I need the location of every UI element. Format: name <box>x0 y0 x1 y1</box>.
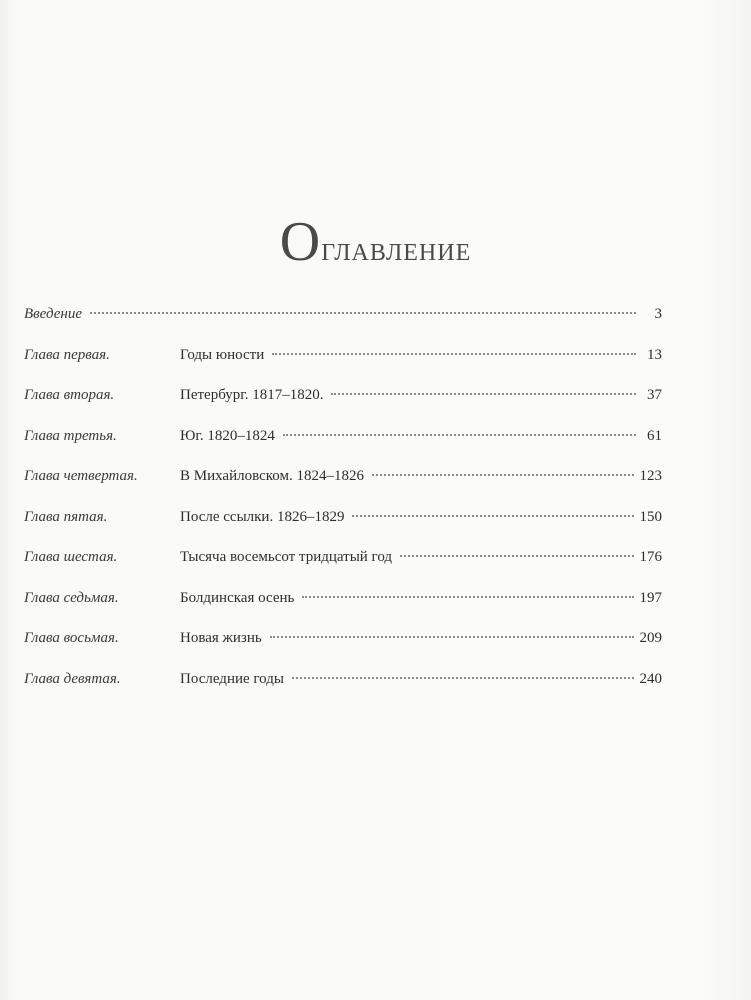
toc-entry-chapter-3 <box>24 428 662 469</box>
toc-chapter-label: Глава седьмая. <box>24 589 119 606</box>
toc-entry-chapter-8 <box>24 630 662 671</box>
toc-page-number: 240 <box>639 670 662 687</box>
toc-entry-chapter-1 <box>24 347 662 388</box>
toc-chapter-label: Введение <box>24 306 82 322</box>
toc-chapter-title: Новая жизнь <box>180 630 262 646</box>
toc-chapter-label: Глава восьмая. <box>24 630 119 646</box>
toc-entry-chapter-2 <box>24 387 662 428</box>
toc-chapter-label: Глава первая. <box>24 346 110 363</box>
toc-page-number: 13 <box>647 346 662 363</box>
toc-chapter-label: Глава девятая. <box>24 670 121 687</box>
toc-chapter-title: Петербург. 1817–1820. <box>180 387 324 403</box>
dot-leader <box>302 596 633 598</box>
toc-chapter-title: Юг. 1820–1824 <box>180 427 275 444</box>
toc-entry-chapter-4 <box>24 468 662 509</box>
toc-page-number: 3 <box>654 306 662 322</box>
dot-leader <box>272 353 636 355</box>
toc-page-number: 176 <box>639 549 662 565</box>
toc-chapter-label: Глава вторая. <box>24 387 115 403</box>
toc-page-number: 123 <box>639 468 662 484</box>
toc-entry-chapter-7 <box>24 590 662 631</box>
toc-entry-chapter-6 <box>24 549 662 590</box>
toc-chapter-label: Глава шестая. <box>24 549 118 565</box>
dot-leader <box>270 636 634 638</box>
toc-chapter-title: Годы юности <box>180 346 265 363</box>
table-of-contents <box>24 306 662 711</box>
toc-page-number: 37 <box>647 387 662 403</box>
toc-page-number: 150 <box>639 508 662 525</box>
toc-chapter-title: Болдинская осень <box>180 589 295 606</box>
dot-leader <box>331 393 636 395</box>
dot-leader <box>292 677 634 679</box>
toc-entry-chapter-9 <box>24 671 662 712</box>
toc-page-number: 197 <box>639 589 662 606</box>
dot-leader <box>372 474 634 476</box>
dot-leader <box>352 515 633 517</box>
toc-chapter-label: Глава третья. <box>24 427 117 444</box>
toc-entry-introduction <box>24 306 662 347</box>
toc-entry-chapter-5 <box>24 509 662 550</box>
toc-chapter-title: Последние годы <box>180 670 284 687</box>
toc-page-number: 209 <box>639 630 662 646</box>
dot-leader <box>283 434 636 436</box>
dot-leader <box>90 312 636 314</box>
dot-leader <box>400 555 633 557</box>
toc-chapter-label: Глава четвертая. <box>24 468 138 484</box>
toc-page-number: 61 <box>647 427 662 444</box>
toc-chapter-label: Глава пятая. <box>24 508 108 525</box>
toc-chapter-title: В Михайловском. 1824–1826 <box>180 468 364 484</box>
toc-chapter-title: Тысяча восемьсот тридцатый год <box>180 549 393 565</box>
toc-chapter-title: После ссылки. 1826–1829 <box>180 508 345 525</box>
page-title: Оглавление <box>279 211 472 273</box>
